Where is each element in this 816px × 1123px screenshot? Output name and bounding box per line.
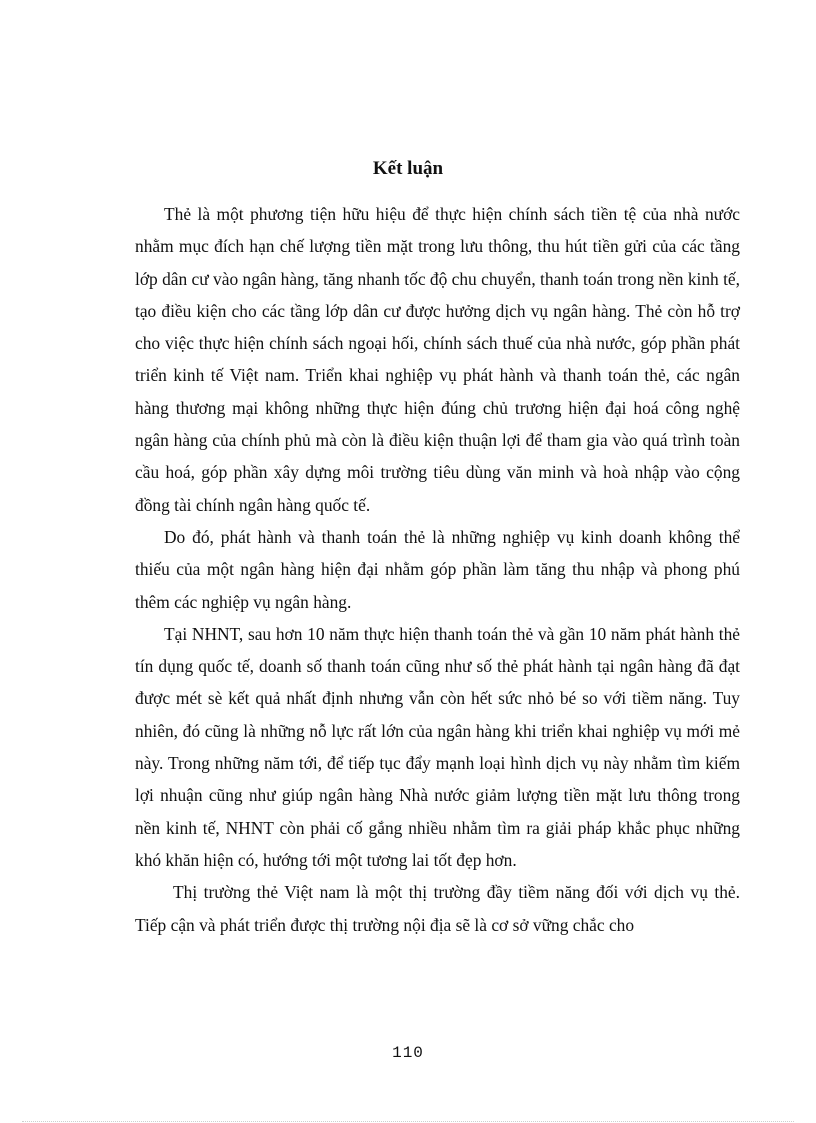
paragraph-3: Tại NHNT, sau hơn 10 năm thực hiện thanh toán thẻ và gần 10 năm phát hành thẻ tín dụng quốc tế, doanh số thanh toán cũng như số thẻ phát hành tại ngân hàng đã đạt được mét sè kết quả nhất định nhưng vẫn còn hết sức nhỏ bé so với tiềm năng. Tuy nhiên, đó cũng là những nỗ lực rất lớn của ngân hàng khi triển khai nghiệp vụ mới mẻ này. Trong những năm tới, để tiếp tục đẩy mạnh loại hình dịch vụ này nhằm tìm kiếm lợi nhuận cũng như giúp ngân hàng Nhà nước giảm lượng tiền mặt lưu thông trong nền kinh tế, NHNT còn phải cố gắng nhiều nhằm tìm ra giải pháp khắc phục những khó khăn hiện có, hướng tới một tương lai tốt đẹp hơn.	[135, 623, 740, 870]
page-title: Kết luận	[372, 158, 444, 179]
page-number: 110	[392, 1044, 424, 1062]
paragraph-2: Do đó, phát hành và thanh toán thẻ là những nghiệp vụ kinh doanh không thể thiếu của một ngân hàng hiện đại nhằm góp phần làm tăng thu nhập và phong phú thêm các nghiệp vụ ngân hàng.	[135, 526, 740, 612]
page-bottom-edge	[22, 1121, 794, 1122]
body-text	[135, 198, 740, 941]
paragraph-1: Thẻ là một phương tiện hữu hiệu để thực hiện chính sách tiền tệ của nhà nước nhằm mục đích hạn chế lượng tiền mặt trong lưu thông, thu hút tiền gửi của các tầng lớp dân cư vào ngân hàng, tăng nhanh tốc độ chu chuyển, thanh toán trong nền kinh tế, tạo điều kiện cho các tầng lớp dân cư được hưởng dịch vụ ngân hàng. Thẻ còn hỗ trợ cho việc thực hiện chính sách ngoại hối, chính sách thuế của nhà nước, góp phần phát triển kinh tế Việt nam. Triển khai nghiệp vụ phát hành và thanh toán thẻ, các ngân hàng thương mại không những thực hiện đúng chủ trương hiện đại hoá công nghệ ngân hàng của chính phủ mà còn là điều kiện thuận lợi để tham gia vào quá trình toàn cầu hoá, góp phần xây dựng môi trường tiêu dùng văn minh và hoà nhập vào cộng đồng tài chính ngân hàng quốc tế.	[135, 204, 740, 515]
paragraph-4: Thị trường thẻ Việt nam là một thị trường đầy tiềm năng đối với dịch vụ thẻ. Tiếp cận và phát triển được thị trường nội địa sẽ là cơ sở vững chắc cho	[135, 882, 740, 935]
